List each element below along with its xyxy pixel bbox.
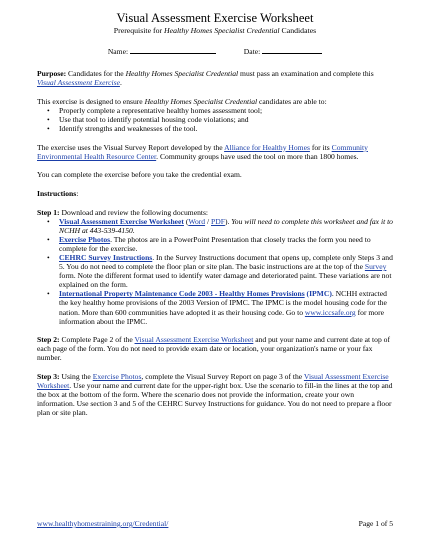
list-item: • Properly complete a representative healthy homes assessment tool; [37,106,393,115]
step1-documents-list [37,217,393,326]
date-blank [262,46,322,54]
page-footer [37,519,393,528]
list-item: • Use that tool to identify potential housing code violations; and [37,115,393,124]
list-item: • Visual Assessment Exercise Worksheet (Word / PDF). You will need to complete this worksheet and fax it to NCHH at 443-539-4150. [37,217,393,235]
document-page [37,10,393,418]
page-title: Visual Assessment Exercise Worksheet [116,11,314,25]
date-label: Date: [243,47,261,56]
cehrc-survey-instructions-link[interactable]: CEHRC Survey Instructions [59,253,153,262]
cehrc-link[interactable]: Community Environmental Health Resource Center [37,142,368,161]
footer-url-link[interactable]: www.healthyhomestraining.org/Credential/ [37,519,169,528]
exercise-photos-link[interactable]: Exercise Photos [59,234,111,244]
step1-paragraph: Step 1: Download and review the following documents: [37,207,209,217]
worksheet-link-3[interactable]: Visual Assessment Exercise Worksheet [37,372,389,391]
page-number: Page 1 of 5 [358,519,393,528]
ipmc-link[interactable]: International Property Maintenance Code 2003 - Healthy Homes Provisions [59,289,305,299]
step2-paragraph: Step 2: Complete Page 2 of the Visual Assessment Exercise Worksheet and put your name and current date at top of each page of the form. You do not need to provide exam date or location, your organization's name or your fax number. [37,335,390,363]
visual-assessment-exercise-link[interactable]: Visual Assessment Exercise [37,78,120,88]
subtitle: Prerequisite for Healthy Homes Specialist Credential Candidates [113,26,317,35]
name-blank [130,46,216,54]
survey-paragraph: The exercise uses the Visual Survey Report developed by the Alliance for Healthy Homes for its Community Environmental Health Resource Center. Community groups have used the tool on more than 1800 homes. [37,142,368,161]
name-label: Name: [107,47,129,56]
objectives-list [37,106,393,133]
list-item: • International Property Maintenance Code 2003 - Healthy Homes Provisions (IPMC). NCHH extracted the key healthy home provisions of the 2003 Version of IPMC. The IPMC is the model housing code for the nation. More than 600 communities have adopted it as their housing code. Go to www.iccsafe.org for more information about the IPMC. [37,289,393,325]
worksheet-link[interactable]: Visual Assessment Exercise Worksheet [59,216,184,226]
word-link[interactable]: Word [188,216,206,226]
list-item: • CEHRC Survey Instructions. In the Survey Instructions document that opens up, complete only Steps 3 and 5. You do not need to complete the floor plan or site plan. The basic instructions are at the top of the Survey form. Note the different format used to identify water damage and deteriorated paint. These variations are not explained on the form. [37,253,393,289]
designed-paragraph: This exercise is designed to ensure Healthy Homes Specialist Credential candidates are able to: [37,96,327,106]
list-item: • Exercise Photos. The photos are in a PowerPoint Presentation that closely tracks the form you need to complete for the exercise. [37,235,393,253]
alliance-link[interactable]: Alliance for Healthy Homes [224,142,310,152]
iccsafe-link[interactable]: www.iccsafe.org [304,307,356,317]
exercise-photos-link-2[interactable]: Exercise Photos [92,372,142,382]
survey-link[interactable]: Survey [364,262,387,272]
pdf-link[interactable]: PDF [211,216,225,226]
step3-paragraph: Step 3: Using the Exercise Photos, complete the Visual Survey Report on page 3 of the Visual Assessment Exercise Worksheet. Use your name and current date for the upper-right box. Use the scenario to fill-in the lines at the top and the box at the bottom of the form. Where the scenario does not provide the information, create your own information. Use section 3 and 5 of the CEHRC Survey Instructions for guidance. You do not need to prepare a floor plan or site plan. [37,372,393,418]
list-item: • Identify strengths and weaknesses of the tool. [37,124,393,133]
name-date-line [37,46,393,56]
worksheet-link-2[interactable]: Visual Assessment Exercise Worksheet [134,335,254,345]
purpose-paragraph: Purpose: Candidates for the Healthy Homes Specialist Credential must pass an examination and complete this Visual Assessment Exercise. [37,69,374,88]
complete-before-paragraph: You can complete the exercise before you take the credential exam. [37,170,242,180]
instructions-heading: Instructions: [37,188,79,198]
